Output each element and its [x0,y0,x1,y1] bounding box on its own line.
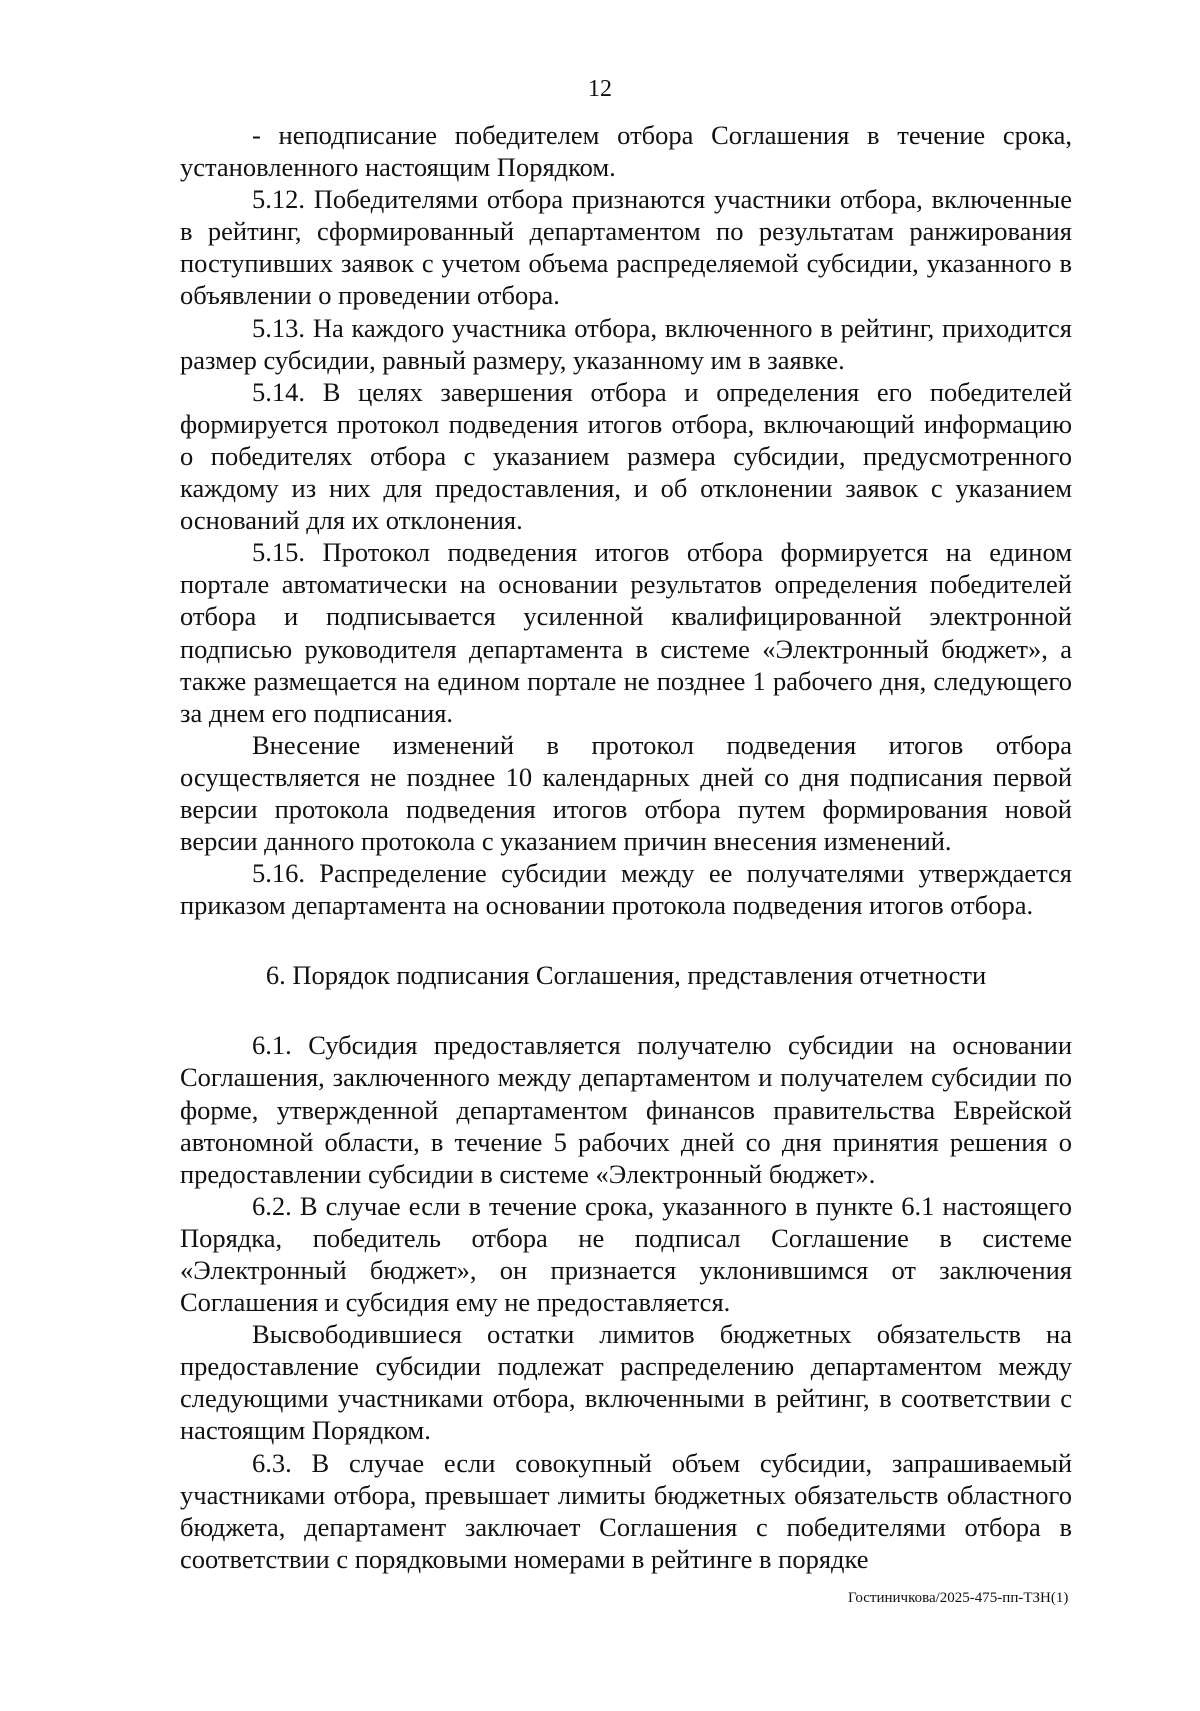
section-heading-6: 6. Порядок подписания Соглашения, представления отчетности [265,960,987,991]
page-number: 12 [588,76,612,102]
paragraph-5-14: 5.14. В целях завершения отбора и определения его победителей формируется протокол подведения итогов отбора, включающий информацию о победителях отбора с указанием размера субсидии, предусмотренного каждому из них для предоставления, и об отклонении заявок с указанием оснований для их отклонения. [180,376,1072,536]
document-code: Гостиничкова/2025-475-пп-ТЗН(1) [848,1590,1069,1606]
paragraph-protocol-changes: Внесение изменений в протокол подведения итогов отбора осуществляется не позднее 10 календарных дней со дня подписания первой версии протокола подведения итогов отбора путем формирования новой версии данного протокола с указанием причин внесения изменений. [180,729,1072,857]
paragraph-6-2: 6.2. В случае если в течение срока, указанного в пункте 6.1 настоящего Порядка, победитель отбора не подписал Соглашение в системе «Электронный бюджет», он признается уклонившимся от заключения Соглашения и субсидия ему не предоставляется. [180,1190,1072,1318]
paragraph-6-3: 6.3. В случае если совокупный объем субсидии, запрашиваемый участниками отбора, превышает лимиты бюджетных обязательств областного бюджета, департамент заключает Соглашения с победителями отбора в соответствии с порядковыми номерами в рейтинге в порядке [180,1447,1072,1574]
paragraph-5-15: 5.15. Протокол подведения итогов отбора формируется на едином портале автоматически на основании результатов определения победителей отбора и подписывается усиленной квалифицированной электронной подписью руководителя департамента в системе «Электронный бюджет», а также размещается на едином портале не позднее 1 рабочего дня, следующего за днем его подписания. [180,537,1072,728]
paragraph-dash-item: - неподписание победителем отбора Соглашения в течение срока, установленного настоящим Порядком. [180,120,1072,183]
paragraph-released-limits: Высвободившиеся остатки лимитов бюджетных обязательств на предоставление субсидии подлежат распределению департаментом между следующими участниками отбора, включенными в рейтинг, в соответствии с настоящим Порядком. [180,1319,1072,1446]
paragraph-5-13: 5.13. На каждого участника отбора, включенного в рейтинг, приходится размер субсидии, равный размеру, указанному им в заявке. [180,312,1072,375]
document-body [180,119,1072,1575]
paragraph-5-16: 5.16. Распределение субсидии между ее получателями утверждается приказом департамента на основании протокола подведения итогов отбора. [180,858,1072,921]
paragraph-6-1: 6.1. Субсидия предоставляется получателю субсидии на основании Соглашения, заключенного между департаментом и получателем субсидии по форме, утвержденной департаментом финансов правительства Еврейской автономной области, в течение 5 рабочих дней со дня принятия решения о предоставлении субсидии в системе «Электронный бюджет». [180,1030,1072,1189]
paragraph-5-12: 5.12. Победителями отбора признаются участники отбора, включенные в рейтинг, сформированный департаментом по результатам ранжирования поступивших заявок с учетом объема распределяемой субсидии, указанного в объявлении о проведении отбора. [180,184,1072,311]
